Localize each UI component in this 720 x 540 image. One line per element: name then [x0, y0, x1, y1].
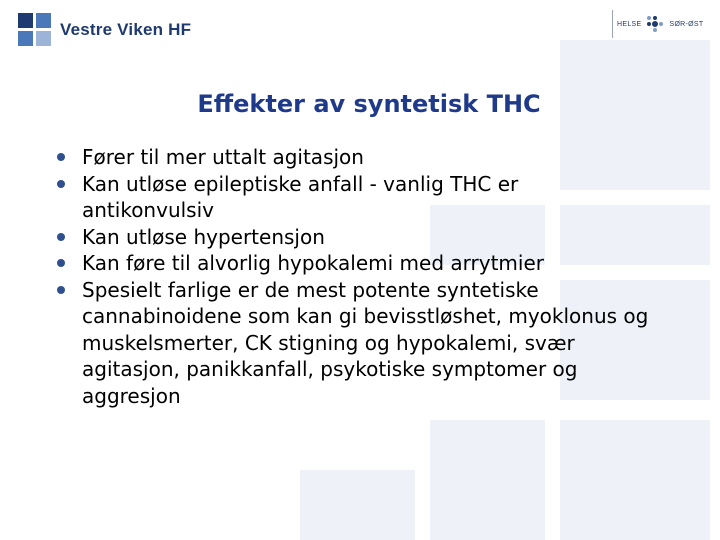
bullet-item: [55, 250, 655, 277]
logo-text: Vestre Viken HF: [60, 20, 192, 39]
bullet-text: Kan utløse hypertensjon: [82, 224, 325, 249]
bullet-list: [55, 144, 655, 409]
bullet-dot-icon: [57, 259, 65, 267]
bullet-item: [55, 224, 655, 251]
bullet-item: [55, 171, 655, 224]
vestre-viken-cross-icon: [18, 13, 52, 47]
bullet-item: [55, 144, 655, 171]
logo-text-sor-ost: SØR-ØST: [669, 20, 704, 28]
bullet-dot-icon: [57, 180, 65, 188]
bullet-text: Spesielt farlige er de mest potente syntetiske cannabinoidene som kan gi bevisstløshet, myoklonus og muskelsmerter, CK stigning og hypokalemi, svær agitasjon, panikkanfall, psykotiske symptomer og aggresjon: [82, 277, 649, 408]
bullet-dot-icon: [57, 233, 65, 241]
helse-sor-ost-logo: [612, 10, 708, 38]
bullet-item: [55, 277, 655, 410]
logo-text-helse: HELSE: [617, 20, 642, 28]
bullet-text: Fører til mer uttalt agitasjon: [82, 145, 364, 169]
vestre-viken-logo: [18, 12, 191, 48]
slide-title: Effekter av syntetisk THC: [197, 90, 541, 118]
helse-dots-icon: [644, 14, 666, 34]
bullet-dot-icon: [57, 153, 65, 161]
bullet-text: Kan utløse epileptiske anfall - vanlig THC er antikonvulsiv: [82, 171, 519, 222]
bullet-text: Kan føre til alvorlig hypokalemi med arrytmier: [82, 251, 544, 275]
bullet-dot-icon: [57, 286, 65, 294]
